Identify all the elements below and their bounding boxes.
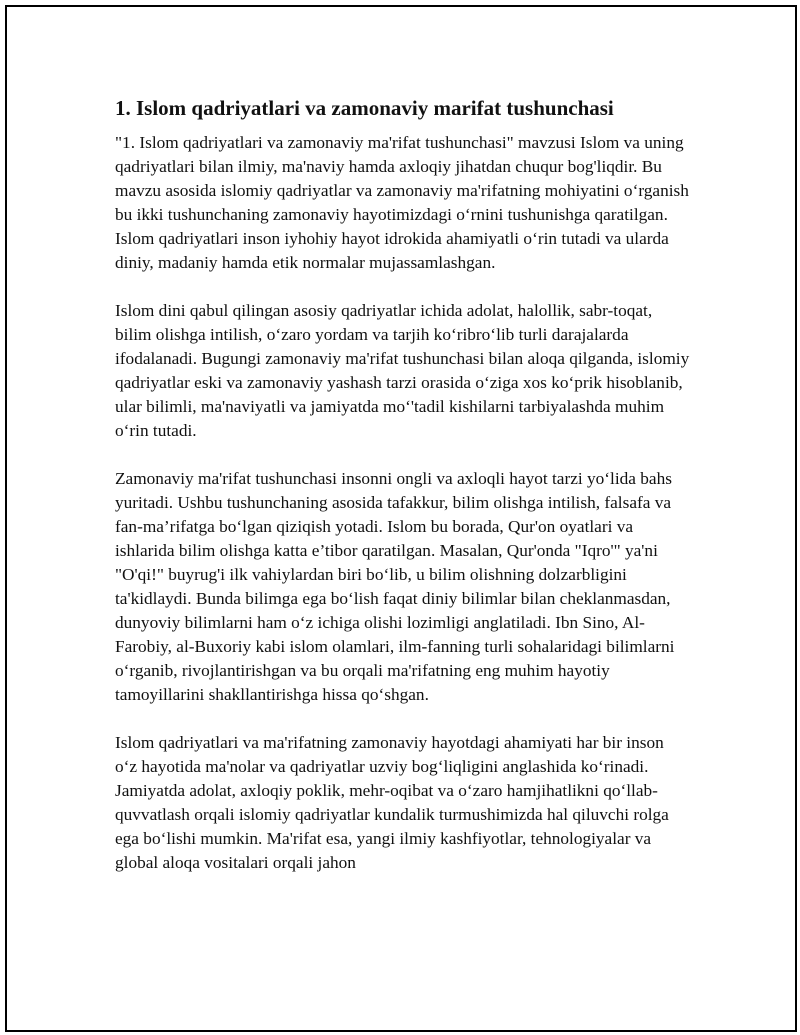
document-body: [115, 95, 690, 899]
paragraph-3: Zamonaviy ma'rifat tushunchasi insonni ongli va axloqli hayot tarzi yo‘lida bahs yuritadi. Ushbu tushunchaning asosida tafakkur, bilim olishga intilish, falsafa va fan-ma’rifatga bo‘lgan qiziqish yotadi. Islom bu borada, Qur'on oyatlari va ishlarida bilim olishga katta e’tibor qaratilgan. Masalan, Qur'onda "Iqro'" ya'ni "O'qi!" buyrug'i ilk vahiylardan biri bo‘lib, u bilim olishning dolzarbligini ta'kidlaydi. Bunda bilimga ega bo‘lish faqat diniy bilimlar bilan cheklanmasdan, dunyoviy bilimlarni ham o‘z ichiga olishi lozimligi anglatiladi. Ibn Sino, Al-Farobiy, al-Buxoriy kabi islom olamlari, ilm-fanning turli sohalaridagi bilimlarni o‘rganib, rivojlantirishgan va bu orqali ma'rifatning eng muhim hayotiy tamoyillarini shakllantirishga hissa qo‘shgan.: [115, 469, 675, 704]
paragraph-1: "1. Islom qadriyatlari va zamonaviy ma'rifat tushunchasi" mavzusi Islom va uning qadriyatlari bilan ilmiy, ma'naviy hamda axloqiy jihatdan chuqur bog'liqdir. Bu mavzu asosida islomiy qadriyatlar va zamonaviy ma'rifatning mohiyatini o‘rganish bu ikki tushunchaning zamonaviy hayotimizdagi o‘rnini tushunishga qaratilgan. Islom qadriyatlari inson iyhohiy hayot idrokida ahamiyatli o‘rin tutadi va ularda diniy, madaniy hamda etik normalar mujassamlashgan.: [115, 133, 689, 272]
document-title: 1. Islom qadriyatlari va zamonaviy marifat tushunchasi: [115, 96, 614, 120]
paragraph-4: Islom qadriyatlari va ma'rifatning zamonaviy hayotdagi ahamiyati har bir inson o‘z hayotida ma'nolar va qadriyatlar uzviy bog‘liqligini anglashida ko‘rinadi. Jamiyatda adolat, axloqiy poklik, mehr-oqibat va o‘zaro hamjihatlikni qo‘llab-quvvatlash orqali islomiy qadriyatlar kundalik turmushimizda hal qiluvchi rolga ega bo‘lishi mumkin. Ma'rifat esa, yangi ilmiy kashfiyotlar, tehnologiyalar va global aloqa vositalari orqali jahon: [115, 733, 669, 872]
paragraph-2: Islom dini qabul qilingan asosiy qadriyatlar ichida adolat, halollik, sabr-toqat, bilim olishga intilish, o‘zaro yordam va tarjih ko‘ribro‘lib turli darajalarda ifodalanadi. Bugungi zamonaviy ma'rifat tushunchasi bilan aloqa qilganda, islomiy qadriyatlar eski va zamonaviy yashash tarzi orasida o‘ziga xos ko‘prik hisoblanib, ular bilimli, ma'naviyatli va jamiyatda mo‘'tadil kishilarni tarbiyalashda muhim o‘rin tutadi.: [115, 301, 690, 440]
